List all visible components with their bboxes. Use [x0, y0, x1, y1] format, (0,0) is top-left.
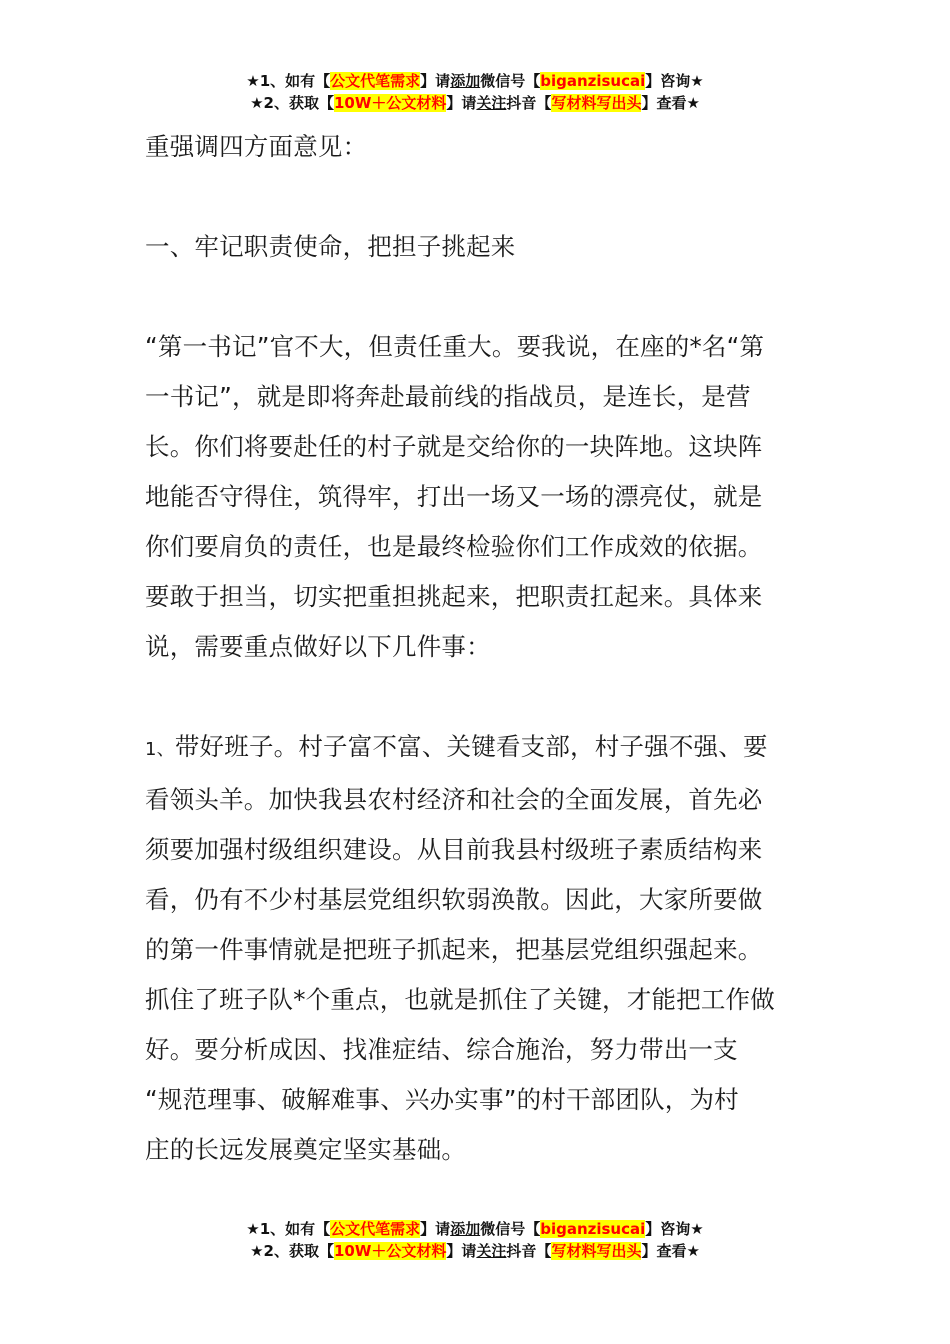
intro-line: 重强调四方面意见：	[145, 132, 368, 161]
text-line: 一书记”，就是即将奔赴最前线的指战员，是连长，是营	[145, 382, 751, 411]
text-line: 抓住了班子队*个重点，也就是抓住了关键，才能把工作做	[145, 985, 775, 1014]
banner-highlight-douyin: 写材料写出头	[551, 1242, 642, 1260]
banner-text: 】查看★	[641, 94, 700, 112]
text-line: 看领头羊。加快我县农村经济和社会的全面发展，首先必	[145, 785, 763, 814]
document-body	[145, 122, 810, 1175]
text-line	[145, 722, 810, 775]
banner-underlined: 添加	[450, 72, 481, 90]
banner-text: 微信号【	[480, 72, 541, 90]
banner-underlined: 关注	[476, 1242, 507, 1260]
banner-line-2	[0, 92, 950, 114]
banner-text: 抖音【	[506, 1242, 552, 1260]
banner-text: ★1、如有【	[246, 72, 331, 90]
blank-line	[145, 672, 810, 722]
banner-highlight: 10W＋公文材料	[333, 94, 447, 112]
banner-highlight-wechat-id: biganzisucai	[540, 72, 646, 90]
text-line: 庄的长远发展奠定坚实基础。	[145, 1135, 467, 1164]
text-line: 好。要分析成因、找准症结、综合施治，努力带出一支	[145, 1035, 738, 1064]
text-line: 看，仍有不少村基层党组织软弱涣散。因此，大家所要做	[145, 885, 763, 914]
text-line: 你们要肩负的责任，也是最终检验你们工作成效的依据。	[145, 532, 763, 561]
banner-highlight-wechat-id: biganzisucai	[540, 1220, 646, 1238]
list-number: 1、	[145, 739, 175, 760]
list-item-1	[145, 722, 810, 1175]
text-line: 地能否守得住，筑得牢，打出一场又一场的漂亮仗，就是	[145, 482, 763, 511]
section-heading: 一、牢记职责使命，把担子挑起来	[145, 232, 516, 261]
text-line: “第一书记”官不大，但责任重大。要我说，在座的*名“第	[145, 332, 765, 361]
text-line: 的第一件事情就是把班子抓起来，把基层党组织强起来。	[145, 935, 763, 964]
banner-line-1	[0, 70, 950, 92]
banner-highlight: 公文代笔需求	[330, 72, 421, 90]
banner-text: 】请	[420, 1220, 451, 1238]
paragraph-1	[145, 322, 810, 672]
banner-highlight: 10W＋公文材料	[333, 1242, 447, 1260]
list-text: 带好班子。村子富不富、关键看支部，村子强不强、要	[174, 732, 768, 761]
banner-highlight: 公文代笔需求	[330, 1220, 421, 1238]
banner-text: ★2、获取【	[250, 1242, 334, 1260]
blank-line	[145, 272, 810, 322]
banner-text: 】请	[446, 94, 477, 112]
banner-underlined: 添加	[450, 1220, 481, 1238]
banner-line-1	[0, 1218, 950, 1240]
banner-text: 微信号【	[480, 1220, 541, 1238]
banner-text: 】请	[446, 1242, 477, 1260]
text-line: 说，需要重点做好以下几件事：	[145, 632, 491, 661]
text-line: “规范理事、破解难事、兴办实事”的村干部团队，为村	[145, 1085, 739, 1114]
text-line: 要敢于担当，切实把重担挑起来，把职责扛起来。具体来	[145, 582, 763, 611]
banner-text: 】请	[420, 72, 451, 90]
banner-text: ★2、获取【	[250, 94, 334, 112]
banner-text: 】查看★	[641, 1242, 700, 1260]
banner-underlined: 关注	[476, 94, 507, 112]
banner-text: 】咨询★	[645, 72, 704, 90]
banner-text: 】咨询★	[645, 1220, 704, 1238]
blank-line	[145, 172, 810, 222]
banner-line-2	[0, 1240, 950, 1262]
banner-highlight-douyin: 写材料写出头	[551, 94, 642, 112]
banner-text: 抖音【	[506, 94, 552, 112]
banner-text: ★1、如有【	[246, 1220, 331, 1238]
footer-banner	[0, 1218, 950, 1262]
text-line: 须要加强村级组织建设。从目前我县村级班子素质结构来	[145, 835, 763, 864]
text-line: 长。你们将要赴任的村子就是交给你的一块阵地。这块阵	[145, 432, 763, 461]
header-banner	[0, 70, 950, 114]
